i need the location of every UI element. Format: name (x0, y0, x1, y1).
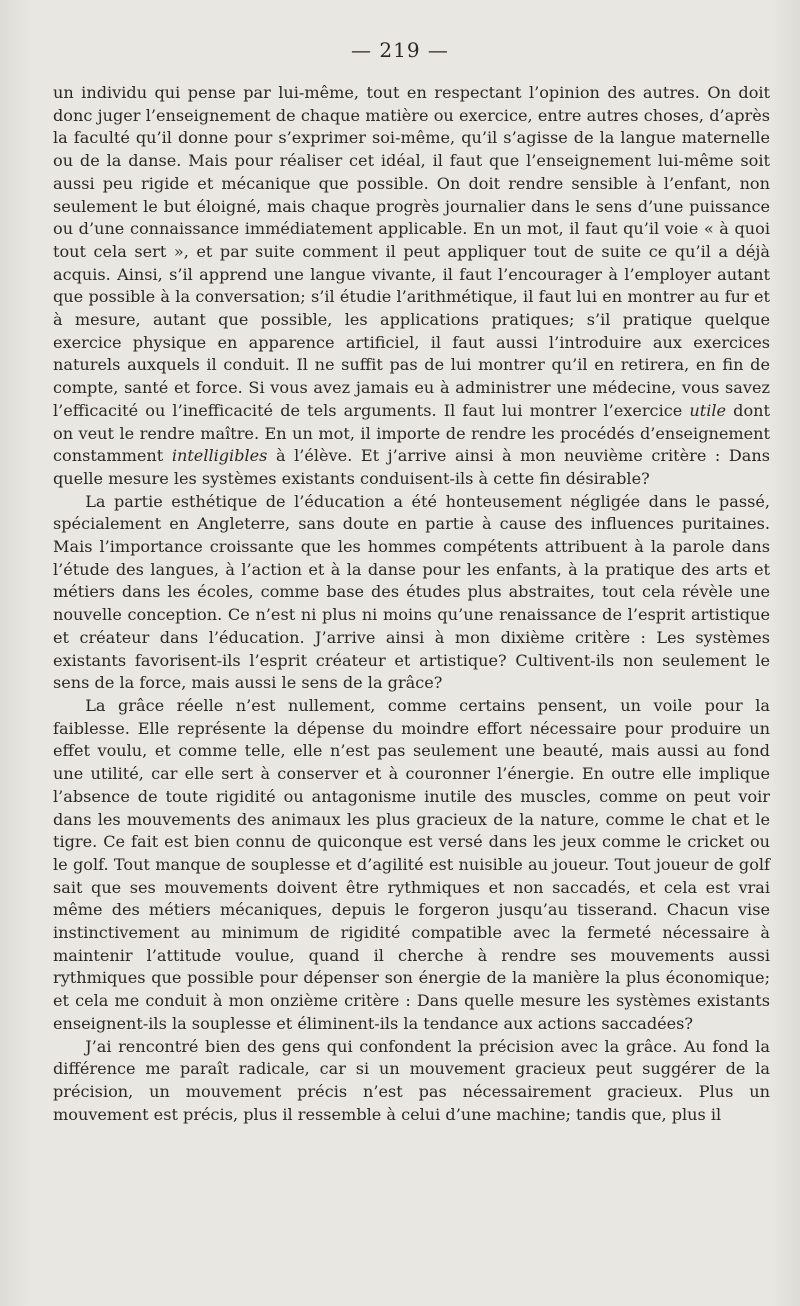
paragraph (53, 82, 770, 491)
body-text (53, 82, 770, 1126)
text-run: un individu qui pense par lui-même, tout en respectant l’opinion des autres. On doit donc juger l’enseignement de chaque matière ou exercice, entre autres choses, d’après la faculté qu’il donne pour s’exprimer soi-même, qu’il s’agisse de la langue maternelle ou de la danse. Mais pour réaliser cet idéal, il faut que l’enseignement lui-même soit aussi peu rigide et mécanique que possible. On doit rendre sensible à l’enfant, non seulement le but éloigné, mais chaque progrès journalier dans le sens d’une puissance ou d’une connaissance immédiatement applicable. En un mot, il faut qu’il voie « à quoi tout cela sert », et par suite comment il peut appliquer tout de suite ce qu’il a déjà acquis. Ainsi, s’il apprend une langue vivante, il faut l’encourager à l’employer autant que possible à la conversation; s’il étudie l’arithmétique, il faut lui en montrer au fur et à mesure, autant que possible, les applications pratiques; s’il pratique quelque exercice physique en apparence artificiel, il faut aussi l’introduire aux exercices naturels auxquels il conduit. Il ne suffit pas de lui montrer qu’il en retirera, en fin de compte, santé et force. Si vous avez jamais eu à administrer une médecine, vous savez l’efficacité ou l’inefficacité de tels arguments. Il faut lui montrer l’exercice (53, 83, 770, 420)
text-run: dont on veut le rendre maître. En un mot, il importe de rendre les procédés d’enseignement constamment (53, 400, 770, 466)
text-run: J’ai rencontré bien des gens qui confondent la précision avec la grâce. Au fond la différence me paraît radicale, car si un mouvement gracieux peut suggérer de la précision, un mouvement précis n’est pas nécessairement gracieux. Plus un mouvement est précis, plus il ressemble à celui d’une machine; tandis que, plus il (53, 1036, 770, 1124)
paragraph (53, 491, 770, 695)
page-number: — 219 — (351, 38, 449, 62)
text-run: à l’élève. Et j’arrive ainsi à mon neuvième critère : Dans quelle mesure les systèmes existants conduisent-ils à cette fin désirable? (53, 446, 770, 488)
text-run: La grâce réelle n’est nullement, comme certains pensent, un voile pour la faiblesse. Elle représente la dépense du moindre effort nécessaire pour produire un effet voulu, et comme telle, elle n’est pas seulement une beauté, mais aussi au fond une utilité, car elle sert à conserver et à couronner l’énergie. En outre elle implique l’absence de toute rigidité ou antagonisme inutile des muscles, comme on peut voir dans les mouvements des animaux les plus gracieux de la nature, comme le chat et le tigre. Ce fait est bien connu de quiconque est versé dans les jeux comme le cricket ou le golf. Tout manque de souplesse et d’agilité est nuisible au joueur. Tout joueur de golf sait que ses mouvements doivent être rythmiques et non saccadés, et cela est vrai même des métiers mécaniques, depuis le forgeron jusqu’au tisserand. Chacun vise instinctivement au minimum de rigidité compatible avec la fermeté nécessaire à maintenir l’attitude voulue, quand il cherche à rendre ses mouvements aussi rythmiques que possible pour dépenser son énergie de la manière la plus économique; et cela me conduit à mon onzième critère : Dans quelle mesure les systèmes existants enseignent-ils la souplesse et éliminent-ils la tendance aux actions saccadées? (53, 695, 770, 1033)
text-run: La partie esthétique de l’éducation a été honteusement négligée dans le passé, spécialement en Angleterre, sans doute en partie à cause des influences puritaines. Mais l’importance croissante que les hommes compétents attribuent à la parole dans l’étude des langues, à l’action et à la danse pour les enfants, à la pratique des arts et métiers dans les écoles, comme base des études plus abstraites, tout cela révèle une nouvelle conception. Ce n’est ni plus ni moins qu’une renaissance de l’esprit artistique et créateur dans l’éducation. J’arrive ainsi à mon dixième critère : Les systèmes existants favorisent-ils l’esprit créateur et artistique? Cultivent-ils non seulement le sens de la force, mais aussi le sens de la grâce? (53, 491, 770, 693)
italic-text: intelligibles (171, 446, 268, 466)
italic-text: utile (689, 400, 727, 420)
paragraph (53, 695, 770, 1036)
paragraph (53, 1036, 770, 1127)
